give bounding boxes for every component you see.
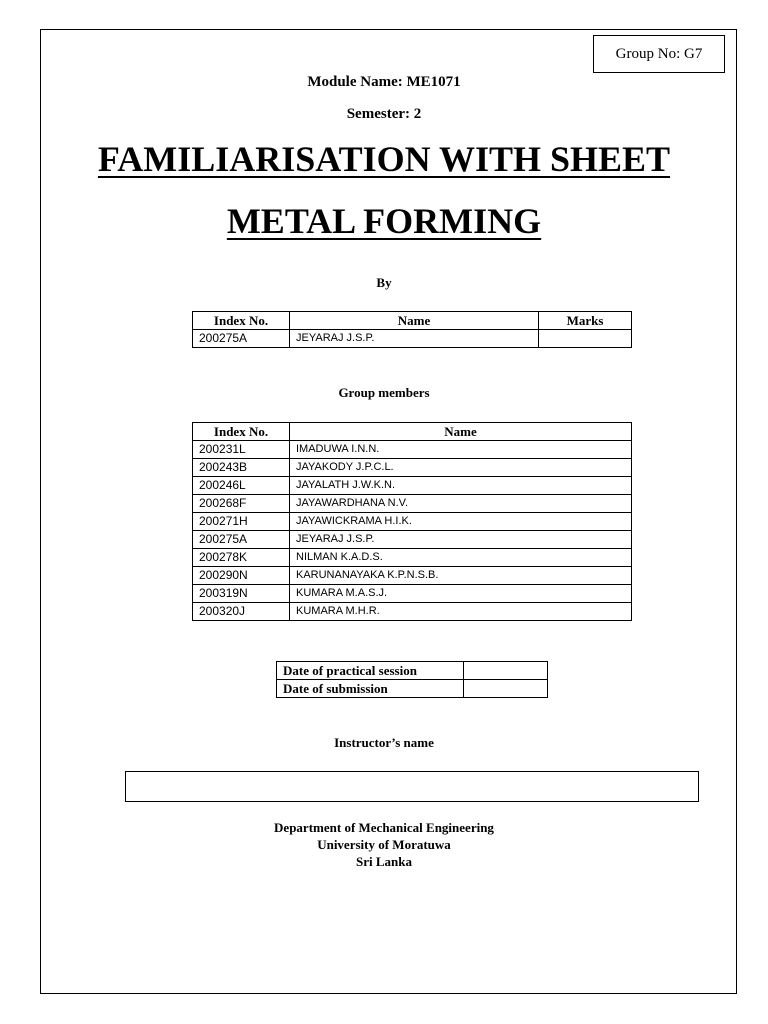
instructor-name-field[interactable] (125, 771, 699, 802)
table-row (277, 662, 548, 680)
header-name: Name (290, 423, 632, 441)
member-name: JAYALATH J.W.K.N. (290, 477, 632, 495)
module-name: Module Name: ME1071 (307, 74, 461, 90)
report-title-line-1: FAMILIARISATION WITH SHEET (97, 139, 671, 179)
table-row (193, 549, 632, 567)
author-row (193, 330, 632, 348)
author-marks (539, 330, 632, 348)
member-name: IMADUWA I.N.N. (290, 441, 632, 459)
table-row (193, 459, 632, 477)
members-table-header (193, 423, 632, 441)
member-index: 200271H (193, 513, 290, 531)
member-index: 200319N (193, 585, 290, 603)
member-index: 200278K (193, 549, 290, 567)
group-members-label: Group members (338, 385, 430, 400)
author-index: 200275A (193, 330, 290, 348)
table-row (193, 603, 632, 621)
member-name: JAYAWICKRAMA H.I.K. (290, 513, 632, 531)
report-title-line-2: METAL FORMING (226, 201, 542, 241)
submission-date-label: Date of submission (277, 680, 464, 698)
university-name: University of Moratuwa (317, 837, 451, 852)
department-name: Department of Mechanical Engineering (274, 820, 494, 835)
table-row (193, 477, 632, 495)
member-name: KARUNANAYAKA K.P.N.S.B. (290, 567, 632, 585)
members-table (192, 422, 632, 621)
member-name: JAYAWARDHANA N.V. (290, 495, 632, 513)
member-name: JEYARAJ J.S.P. (290, 531, 632, 549)
table-row (193, 513, 632, 531)
member-index: 200275A (193, 531, 290, 549)
group-number-box (593, 35, 725, 73)
member-index: 200290N (193, 567, 290, 585)
member-index: 200320J (193, 603, 290, 621)
table-row (193, 441, 632, 459)
table-row (193, 495, 632, 513)
author-table-header (193, 312, 632, 330)
table-row (277, 680, 548, 698)
member-index: 200246L (193, 477, 290, 495)
header-index: Index No. (193, 312, 290, 330)
table-row (193, 567, 632, 585)
group-number: Group No: G7 (615, 46, 703, 62)
practical-date-label: Date of practical session (277, 662, 464, 680)
member-name: KUMARA M.A.S.J. (290, 585, 632, 603)
dates-table (276, 661, 548, 698)
member-index: 200231L (193, 441, 290, 459)
department-block (0, 819, 768, 870)
semester: Semester: 2 (346, 106, 422, 122)
table-row (193, 585, 632, 603)
country-name: Sri Lanka (356, 854, 412, 869)
member-name: JAYAKODY J.P.C.L. (290, 459, 632, 477)
by-label: By (376, 275, 392, 290)
table-row (193, 531, 632, 549)
submission-date-field[interactable] (464, 680, 548, 698)
member-index: 200243B (193, 459, 290, 477)
author-name: JEYARAJ J.S.P. (290, 330, 539, 348)
instructor-name-label: Instructor’s name (334, 735, 434, 750)
header-name: Name (290, 312, 539, 330)
author-table (192, 311, 632, 348)
header-index: Index No. (193, 423, 290, 441)
member-name: KUMARA M.H.R. (290, 603, 632, 621)
member-index: 200268F (193, 495, 290, 513)
practical-date-field[interactable] (464, 662, 548, 680)
member-name: NILMAN K.A.D.S. (290, 549, 632, 567)
header-marks: Marks (539, 312, 632, 330)
